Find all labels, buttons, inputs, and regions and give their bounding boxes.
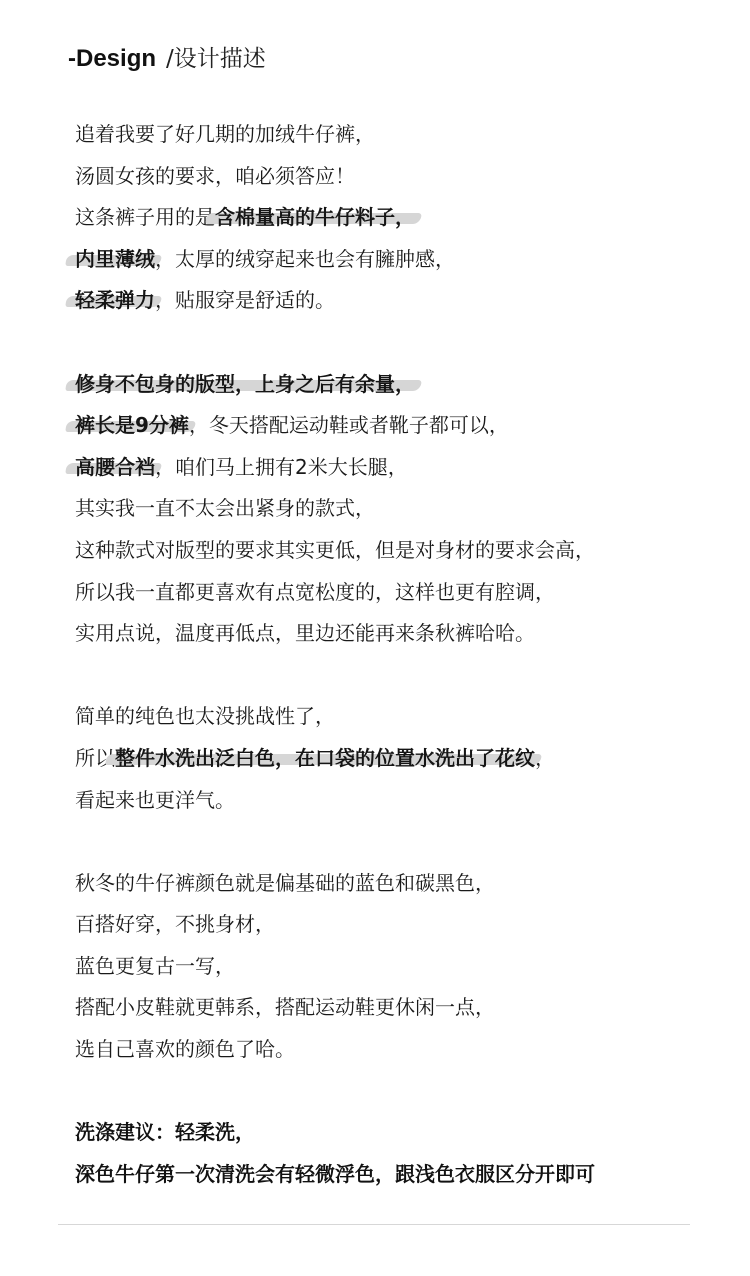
line-text: 实用点说，温度再低点，里边还能再来条秋裤哈哈。 (75, 621, 535, 646)
section-header (68, 40, 266, 74)
line-text: 所以 (75, 745, 115, 770)
highlighted-text: 含棉量高的牛仔料子， (215, 205, 415, 230)
description-line (75, 863, 715, 905)
highlighted-text: 整件水洗出泛白色，在口袋的位置水洗出了花纹 (115, 745, 535, 770)
line-text: 百搭好穿，不挑身材， (75, 912, 275, 937)
line-text: 蓝色更复古一写， (75, 953, 235, 978)
line-text: 看起来也更洋气。 (75, 787, 235, 812)
line-text: 选自己喜欢的颜色了哈。 (75, 1037, 295, 1062)
line-text: ， (535, 745, 555, 770)
line-text: 搭配小皮鞋就更韩系，搭配运动鞋更休闲一点， (75, 995, 495, 1020)
care-instruction-title: 洗涤建议：轻柔洗， (75, 1120, 255, 1145)
divider (58, 1224, 690, 1225)
description-line (75, 780, 715, 822)
line-text: 汤圆女孩的要求，咱必须答应！ (75, 163, 355, 188)
description-line (75, 1029, 715, 1071)
line-text: 其实我一直不太会出紧身的款式， (75, 496, 375, 521)
section-title: -Design (68, 45, 157, 72)
line-text: ，咱们马上拥有2米大长腿， (155, 454, 408, 479)
highlighted-text: 修身不包身的版型，上身之后有余量， (75, 371, 415, 396)
description-line (75, 946, 715, 988)
description-line (75, 530, 715, 572)
line-text: 这种款式对版型的要求其实更低，但是对身材的要求会高， (75, 537, 595, 562)
description-line (75, 405, 715, 447)
description-line (75, 447, 715, 489)
description-line (75, 904, 715, 946)
line-text: 这条裤子用的是 (75, 205, 215, 230)
description-line (75, 572, 715, 614)
section-subtitle: /设计描述 (166, 46, 266, 72)
description-line (75, 156, 715, 198)
description-line (75, 239, 715, 281)
design-description (75, 114, 715, 1195)
highlighted-text: 内里薄绒 (75, 246, 155, 271)
line-text: ，贴服穿是舒适的。 (155, 288, 335, 313)
description-line (75, 696, 715, 738)
line-text: ，冬天搭配运动鞋或者靴子都可以， (188, 413, 509, 438)
paragraph-gap (75, 322, 715, 364)
description-line (75, 114, 715, 156)
highlighted-text: 裤长是9分裤 (75, 413, 189, 438)
line-text: 追着我要了好几期的加绒牛仔裤， (75, 122, 375, 146)
description-line (75, 280, 715, 322)
description-line (75, 197, 715, 239)
paragraph-gap (75, 1071, 715, 1113)
paragraph-gap (75, 821, 715, 863)
description-line (75, 987, 715, 1029)
description-line (75, 364, 715, 406)
line-text: 秋冬的牛仔裤颜色就是偏基础的蓝色和碳黑色， (75, 870, 495, 895)
description-line (75, 738, 715, 780)
description-line (75, 613, 715, 655)
line-text: 简单的纯色也太没挑战性了， (75, 704, 335, 729)
highlighted-text: 高腰合裆 (75, 454, 155, 479)
line-text: ，太厚的绒穿起来也会有臃肿感， (155, 246, 455, 271)
care-instruction-detail: 深色牛仔第一次清洗会有轻微浮色，跟浅色衣服区分开即可 (75, 1161, 595, 1186)
line-text: 所以我一直都更喜欢有点宽松度的，这样也更有腔调， (75, 579, 555, 604)
description-line (75, 488, 715, 530)
paragraph-gap (75, 655, 715, 697)
highlighted-text: 轻柔弹力 (75, 288, 155, 313)
